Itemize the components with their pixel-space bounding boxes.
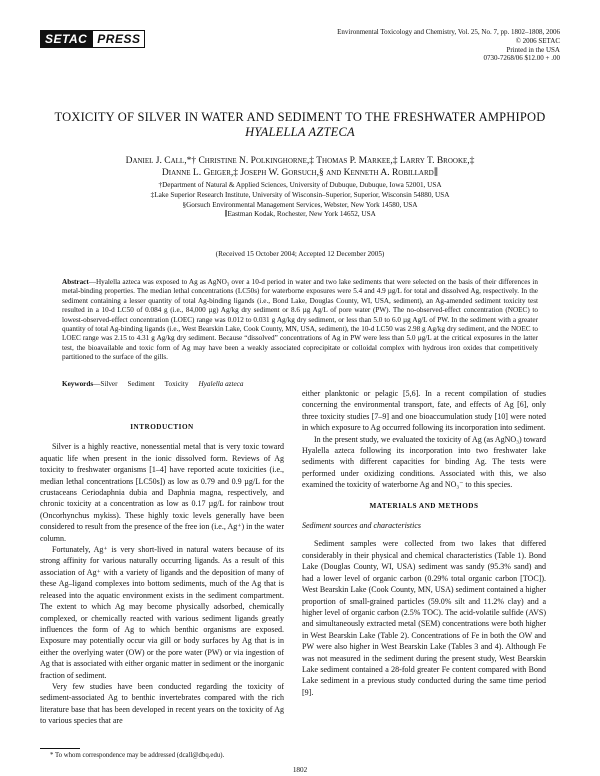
keyword-item: Sediment	[127, 380, 155, 388]
keyword-item: Silver	[100, 380, 118, 388]
title-line-1: TOXICITY OF SILVER IN WATER AND SEDIMENT TO THE FRESHWATER AMPHIPOD	[54, 110, 546, 124]
sediment-subheading: Sediment sources and characteristics	[302, 521, 422, 531]
methods-heading: MATERIALS AND METHODS	[369, 501, 479, 510]
page-number: 1802	[292, 766, 308, 774]
keywords-label: Keywords	[62, 380, 94, 388]
affiliation-4: ∥Eastman Kodak, Rochester, New York 14652, USA	[224, 210, 376, 219]
footnote-rule	[40, 748, 80, 749]
abstract	[62, 278, 538, 363]
author-line-2: Dianne L. Geiger,‡ Joseph W. Gorsuch,§ and Kenneth A. Robillard∥	[161, 168, 439, 178]
abstract-label: Abstract	[62, 278, 89, 286]
right-column	[302, 388, 546, 698]
journal-code: 0730-7268/06 $12.00 + .00	[483, 54, 560, 63]
logo-press: PRESS	[92, 30, 145, 48]
present-study-paragraph: In the present study, we evaluated the toxicity of Ag (as AgNO₃) toward Hyalella azteca following its incorporation into two freshwater lake sediments with different capacities for binding Ag. The tests were performed under oxidizing conditions. Associated with this, we also examined the toxicity of waterborne Ag and NO₃⁻ to this species.	[302, 434, 546, 490]
title-line-2: HYALELLA AZTECA	[245, 125, 355, 139]
methods-paragraph: Sediment samples were collected from two lakes that differed considerably in their physical and chemical characteristics (Table 1). Bond Lake (Douglas County, WI, USA) sediment was sandy (95.3% sand) and had a lower level of organic carbon (0.29% total organic carbon [TOC]). West Bearskin Lake (Cook County, MN, USA) sediment contained a higher proportion of small-grained particles (59.0% silt and 11.2% clay) and a higher level of organic carbon (2.5% TOC). The acid-volatile sulfide (AVS) and simultaneously extracted metal (SEM) concentrations were both higher in West Bearskin Lake (Table 2). Concentrations of Fe in both the OW and PW were also higher in West Bearskin Lake (Tables 3 and 4). Although Fe was not measured in the sediment during the present study, West Bearskin Lake sediment contained a 28-fold greater Fe content compared with Bond Lake sediment in a previous study conducted during the same time period [9].	[302, 539, 546, 697]
intro-continuation: either planktonic or pelagic [5,6]. In a recent compilation of studies concerning the environmental transport, fate, and effects of Ag [6], only three toxicity studies [7–9] and one bioaccumulation study [10] were noted in which exposure to Ag occurred following its incorporation into sediment.	[302, 389, 546, 433]
abstract-text: —Hyalella azteca was exposed to Ag as AgNO₃ over a 10-d period in water and two lake sediments that were selected on the basis of their differences in metal-binding properties. The median lethal concentrations (LC50s) for waterborne exposures were 5.4 and 4.9 µg/L for total and dissolved Ag, respectively. In the sediment containing a lesser quantity of total Ag-binding ligands (i.e., Bond Lake, Douglas County, WI, USA, sediment), an Ag-amended sediment toxicity test resulted in a 10-d LC50 of 0.084 g (i.e., 84,000 µg) Ag/kg dry sediment or 8.6 µg Ag/L of pore water (PW). The no-observed-effect concentration (NOEC) to lowest-observed-effect concentration (LOEC) range was 0.012 to 0.031 g Ag/kg dry sediment, or less than 5.0 to 6.0 µg Ag/L of PW. In the sediment with a greater quantity of total Ag-binding ligands (i.e., West Bearskin Lake, Cook County, MN, USA, sediment), the 10-d LC50 was 2.98 g Ag/kg dry sediment, and the NOEC to LOEC range was 2.15 to 4.31 g Ag/kg dry sediment. Because “dissolved” concentrations of Ag in PW were less than 5.0 µg/L at the critical exposures in the latter test, the bioavailable and toxic form of Ag may have been a weakly associated coprecipitate or colloidal complex with hydrous iron oxides that competitively partitioned to the surface of the gills.	[62, 278, 538, 362]
intro-paragraph-3: Very few studies have been conducted regarding the toxicity of sediment-associated Ag to benthic invertebrates compared with the rich literature base that has been developed in recent years on the toxicity of Ag to various species that are	[40, 681, 284, 726]
article-title	[40, 110, 560, 140]
journal-header	[260, 28, 560, 63]
correspondence-footnote: * To whom correspondence may be addressed (dcall@dbq.edu).	[50, 752, 225, 759]
affiliation-3: §Gorsuch Environmental Management Services, Webster, New York 14580, USA	[182, 200, 418, 209]
keyword-item: Hyalella azteca	[198, 380, 244, 388]
introduction-heading: INTRODUCTION	[130, 423, 194, 431]
affiliation-2: ‡Lake Superior Research Institute, University of Wisconsin–Superior, Superior, Wisconsin 54880, USA	[150, 190, 450, 199]
intro-paragraph-2: Fortunately, Ag⁺ is very short-lived in natural waters because of its strong affinity for various naturally occurring ligands. As a result of this association of Ag⁺ with a variety of ligands and the deposition of many of these Ag–ligand complexes into bottom sediments, much of the Ag that is released into the aquatic environment exists in the sediment compartment. The extent to which Ag may become physically adsorbed, chemically complexed, or chemically reacted with various sediment ligands greatly influences the form of Ag to which benthic organisms are exposed. Exposure may potentially occur via gill or body surfaces by Ag that is in either the overlying water (OW) or the pore water (PW) or via ingestion of Ag that is associated with either organic matter in sediment or the inorganic fraction of sediment.	[40, 545, 284, 680]
keyword-item: Toxicity	[164, 380, 189, 388]
affiliations	[40, 181, 560, 220]
keywords: Keywords—Silver Sediment Toxicity Hyalella azteca	[62, 380, 244, 388]
intro-paragraph-1: Silver is a highly reactive, nonessential metal that is very toxic toward aquatic life when present in the ionic dissolved form. Reviews of Ag toxicity to freshwater organisms [1–4] have reported acute toxicities (i.e., median lethal concentrations [LC50s]) as low as 0.79 and 0.9 µg/L for the crustaceans Ceriodaphnia dubia and Daphnia magna, respectively, and chronic toxicity at a concentration as low as 0.17 µg/L for rainbow trout (Oncorhynchus mykiss). These highly toxic levels generally have been considered to result from the presence of the free ion (i.e., Ag⁺) in the water column.	[40, 442, 284, 543]
journal-printed: Printed in the USA	[506, 45, 560, 54]
left-column	[40, 418, 284, 727]
author-list	[40, 155, 560, 179]
logo-setac: SETAC	[40, 30, 92, 48]
affiliation-1: †Department of Natural & Applied Sciences, University of Dubuque, Dubuque, Iowa 52001, USA	[158, 181, 442, 189]
journal-citation: Environmental Toxicology and Chemistry, Vol. 25, No. 7, pp. 1802–1808, 2006	[337, 28, 560, 36]
setac-press-logo	[40, 30, 145, 48]
journal-copyright: © 2006 SETAC	[515, 36, 560, 45]
received-dates: (Received 15 October 2004; Accepted 12 December 2005)	[215, 250, 385, 258]
author-line-1: Daniel J. Call,*† Christine N. Polkinghorne,‡ Thomas P. Markee,‡ Larry T. Brooke,‡	[125, 156, 475, 166]
